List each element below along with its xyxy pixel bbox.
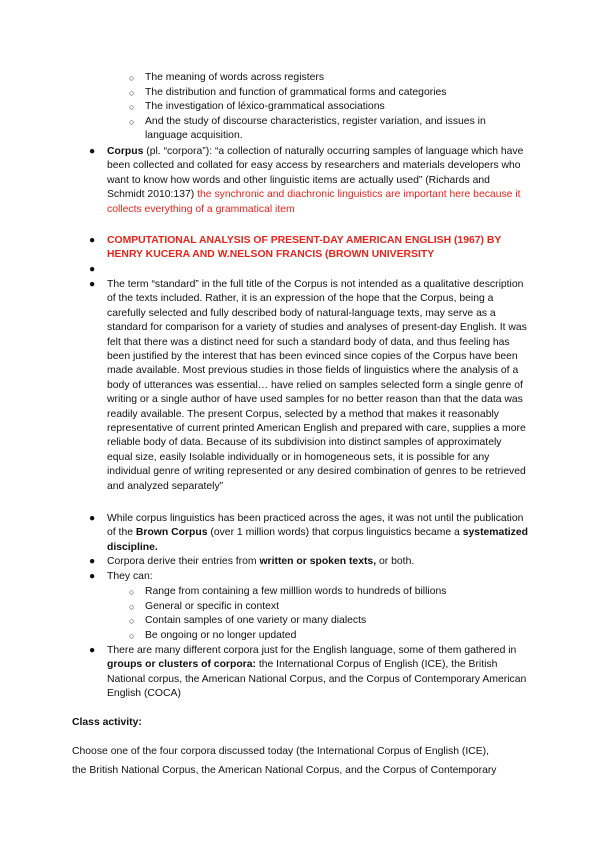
- hollow-bullet-icon: ○: [129, 102, 135, 112]
- section-heading: ● COMPUTATIONAL ANALYSIS OF PRESENT-DAY AMERICAN ENGLISH (1967) BY HENRY KUCERA AND W.NELSON FRANCIS (BROWN UNIVERSITY: [89, 235, 502, 261]
- hollow-bullet-icon: ○: [129, 587, 135, 597]
- many-corpora-item: ● There are many different corpora just for the English language, some of them gathered in groups or clusters of corpora: the International Corpus of English (ICE), the British National corpus, the American National Corpus, and the Corpus of Contemporary American English (COCA): [89, 645, 527, 700]
- they-can-item: ● They can:: [89, 570, 529, 584]
- hollow-bullet-icon: ○: [129, 602, 135, 612]
- derive-item: ● Corpora derive their entries from written or spoken texts, or both.: [89, 555, 529, 569]
- hollow-bullet-icon: ○: [129, 73, 135, 83]
- brown-corpus-item: ● While corpus linguistics has been practiced across the ages, it was not until the publication of the Brown Corpus (over 1 million words) that corpus linguistics became a systematized discipline.: [89, 513, 528, 553]
- choose-text-line: Choose one of the four corpora discussed today (the International Corpus of English (ICE),: [72, 746, 490, 757]
- bullet-icon: ●: [89, 146, 96, 157]
- bullet-icon: ●: [89, 279, 96, 290]
- hollow-bullet-icon: ○: [129, 631, 135, 641]
- sub-list-item: ○ General or specific in context: [129, 600, 519, 614]
- sub-list-item: ○ The investigation of léxico-grammatical associations: [129, 100, 519, 114]
- bullet-icon: ●: [89, 571, 96, 582]
- sub-list-item: ○ Be ongoing or no longer updated: [129, 629, 519, 643]
- sub-list-item: ○ The distribution and function of grammatical forms and categories: [129, 86, 519, 100]
- sub-list-item: ○ Range from containing a few milllion words to hundreds of billions: [129, 585, 519, 599]
- bullet-icon: ●: [89, 645, 96, 656]
- sub-list-item: ○ And the study of discourse characteristics, register variation, and issues in language acquisition.: [129, 116, 486, 142]
- bullet-icon: ●: [89, 556, 96, 567]
- bullet-icon: ●: [89, 235, 96, 246]
- sub-list-item: ○ Contain samples of one variety or many dialects: [129, 614, 519, 628]
- bullet-icon: ●: [89, 264, 96, 275]
- bullet-icon: ●: [89, 513, 96, 524]
- choose-text-line: the British National Corpus, the American National Corpus, and the Corpus of Contemporary: [72, 765, 497, 776]
- corpus-term: Corpus: [107, 146, 144, 157]
- corpus-note: the synchronic and diachronic linguistics are important here because it collects everything of a grammatical item: [107, 189, 521, 215]
- class-activity-heading: Class activity:: [72, 717, 142, 728]
- hollow-bullet-icon: ○: [129, 88, 135, 98]
- corpus-definition: ● Corpus (pl. “corpora”): “a collection of naturally occurring samples of language which have been collected and collated for easy access by researchers and materials developers who want to know how words and other linguistic items are actually used” (Richards and Schmidt 2010:137) the synchronic and diachronic linguistics are important here because it collects everything of a grammatical item: [89, 146, 524, 215]
- hollow-bullet-icon: ○: [129, 117, 135, 127]
- sub-list-item: ○ The meaning of words across registers: [129, 71, 519, 85]
- hollow-bullet-icon: ○: [129, 616, 135, 626]
- standard-quote: ● The term “standard” in the full title of the Corpus is not intended as a qualitative description of the texts included. Rather, it is an expression of the hope that the Corpus, being a carefully selected and fully described body of natural-language texts, may serve as a standard for comparison for a variety of studies and analyses of present-day English. It was felt that there was a distinct need for such a standard body of data, and thus feeling has been justified by the interest that has been evinced since copies of the Corpus have been made available. Most previous studies in those fields of linguistics where the analysis of a body of utterances was essential… have relied on samples selected form a single genre of writing or a single author of have used samples for no better reason than that the data was readily available. The present Corpus, selected by a method that makes it reasonably representative of current printed American English and prepared with care, supplies a more reliable body of data. Because of its subdivision into distinct samples of approximately equal size, easily Isolable individually or in homogeneous sets, it is possible for any individual genre of writing represented or any desired combination of genres to be retrieved and analyzed separately”: [89, 279, 527, 492]
